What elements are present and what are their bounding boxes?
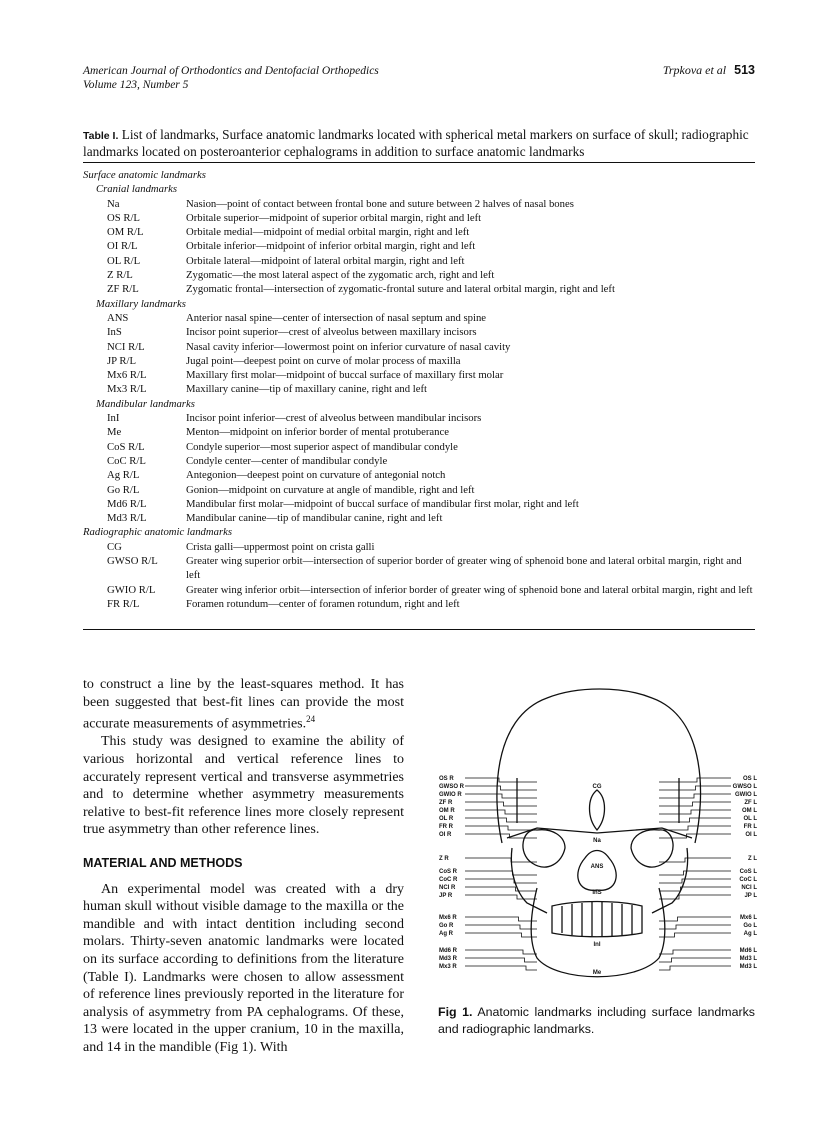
landmark-code: OI R/L — [107, 240, 138, 253]
table-row — [83, 454, 755, 468]
figure-landmark-label: OI R — [439, 832, 452, 838]
landmark-description: Jugal point—deepest point on curve of molar process of maxilla — [186, 354, 461, 367]
figure-landmark-label: CoC R — [439, 877, 458, 883]
skull-figure — [437, 678, 759, 978]
landmark-description: Nasal cavity inferior—lowermost point on inferior curvature of nasal cavity — [186, 340, 511, 353]
table-subsection-header: Cranial landmarks — [96, 183, 178, 196]
figure-landmark-label: CoS L — [739, 869, 757, 875]
figure-landmark-label: OM L — [742, 808, 757, 814]
paragraph-text: to construct a line by the least-squares method. It has been suggested that best-fit lines can provide the most accurate measurements of asymmetries. — [83, 677, 404, 732]
landmark-code: OL R/L — [107, 254, 141, 267]
table-label: Table I. — [83, 130, 119, 142]
table-row — [83, 483, 755, 497]
figure-caption-text: Anatomic landmarks including surface landmarks and radiographic landmarks. — [438, 1005, 755, 1036]
landmark-code: InS — [107, 326, 122, 339]
figure-landmark-label: FR L — [743, 824, 757, 830]
table-row — [83, 354, 755, 368]
leader-line — [465, 871, 537, 875]
figure-landmark-label: Md6 R — [439, 948, 457, 954]
landmark-description: Orbitale lateral—midpoint of lateral orbital margin, right and left — [186, 254, 465, 267]
leader-line — [659, 778, 731, 782]
table-caption-text: List of landmarks, Surface anatomic landmarks located with spherical metal markers on surface of skull; radiographic landmarks located on posteroanterior cephalograms in addition to surface anatomic landmarks — [83, 127, 749, 159]
figure-center-label: Na — [593, 838, 601, 844]
table-row — [83, 425, 755, 439]
landmark-description: Maxillary canine—tip of maxillary canine, right and left — [186, 383, 427, 396]
figure-center-label: InS — [592, 890, 602, 896]
landmark-code: ZF R/L — [107, 283, 139, 296]
landmark-description: Zygomatic—the most lateral aspect of the zygomatic arch, right and left — [186, 269, 495, 282]
leader-line — [465, 925, 537, 929]
landmark-code: Md3 R/L — [107, 512, 147, 525]
figure-landmark-label: Z R — [439, 856, 449, 862]
landmark-description: Anterior nasal spine—center of intersection of nasal septum and spine — [186, 311, 487, 324]
body-text — [83, 676, 404, 1057]
leader-line — [659, 958, 731, 962]
figure-landmark-label: GWIO R — [439, 792, 462, 798]
figure-landmark-label: NCI R — [439, 885, 456, 891]
figure-landmark-label: JP R — [439, 893, 453, 899]
landmark-code: ANS — [107, 311, 129, 324]
landmark-code: JP R/L — [107, 354, 137, 367]
leader-line — [465, 933, 537, 937]
landmark-code: Na — [107, 197, 120, 210]
table-row — [83, 440, 755, 454]
running-header — [83, 64, 379, 92]
table-row — [83, 282, 755, 296]
landmark-code: Z R/L — [107, 269, 133, 282]
leader-line — [465, 958, 537, 962]
figure-landmark-label: CoS R — [439, 869, 457, 875]
figure-landmark-label: JP L — [744, 893, 757, 899]
figure-landmark-label: Ag R — [439, 931, 453, 937]
table-row — [83, 583, 755, 597]
leader-line — [659, 933, 731, 937]
leader-line — [659, 950, 731, 954]
figure-landmark-label: GWSO L — [732, 784, 757, 790]
leader-line — [659, 895, 731, 899]
landmark-code: Ag R/L — [107, 469, 140, 482]
leader-line — [465, 950, 537, 954]
landmark-description: Condyle superior—most superior aspect of mandibular condyle — [186, 440, 458, 453]
figure-landmark-label: Z L — [748, 856, 757, 862]
paragraph — [83, 676, 404, 733]
table-row — [83, 511, 755, 525]
table-section-header: Radiographic anatomic landmarks — [83, 526, 233, 539]
center-labels — [591, 784, 604, 976]
leader-line — [465, 802, 537, 806]
table-row — [83, 368, 755, 382]
figure-landmark-label: Mx6 R — [439, 915, 457, 921]
landmark-code: Md6 R/L — [107, 497, 147, 510]
leader-line — [659, 810, 731, 814]
figure-caption — [438, 1004, 755, 1038]
table-subsection-header: Maxillary landmarks — [96, 297, 186, 310]
landmark-description: Maxillary first molar—midpoint of buccal surface of maxillary first molar — [186, 369, 504, 382]
leader-line — [465, 818, 537, 822]
leader-line — [465, 887, 537, 891]
page-header-right — [663, 63, 755, 78]
reference: 24 — [306, 714, 316, 725]
landmark-description: Orbitale medial—midpoint of medial orbital margin, right and left — [186, 226, 470, 239]
landmark-description: Foramen rotundum—center of foramen rotundum, right and left — [186, 597, 460, 610]
figure-landmark-label: OS R — [439, 776, 454, 782]
landmark-description: Mandibular first molar—midpoint of buccal surface of mandibular first molar, right and left — [186, 497, 579, 510]
table-row — [83, 325, 755, 339]
table-row — [83, 311, 755, 325]
leader-line — [465, 826, 537, 830]
landmark-code: FR R/L — [107, 597, 140, 610]
figure-landmark-label: ZF L — [744, 800, 757, 806]
landmark-description: Antegonion—deepest point on curvature of antegonial notch — [186, 469, 446, 482]
landmark-description: Zygomatic frontal—intersection of zygomatic-frontal suture and lateral orbital margin, right and left — [186, 283, 615, 296]
table-caption — [83, 127, 755, 159]
landmark-code: OS R/L — [107, 211, 140, 224]
figure-landmark-label: OL R — [439, 816, 454, 822]
leader-line — [465, 778, 537, 782]
landmark-description: Incisor point inferior—crest of alveolus between mandibular incisors — [186, 412, 482, 425]
figure-center-label: Me — [592, 970, 602, 976]
leader-line — [465, 917, 537, 921]
landmark-description: Orbitale superior—midpoint of superior orbital margin, right and left — [186, 211, 482, 224]
table-row — [83, 597, 755, 611]
table-row — [83, 239, 755, 253]
figure-label: Fig 1. — [438, 1005, 473, 1019]
table-row — [83, 268, 755, 282]
table-row — [83, 197, 755, 211]
table-row — [83, 254, 755, 268]
leader-line — [465, 966, 537, 970]
figure-landmark-label: GWIO L — [735, 792, 757, 798]
leader-line — [659, 871, 731, 875]
landmark-code: Mx6 R/L — [107, 369, 147, 382]
leader-line — [465, 786, 537, 790]
landmark-code: InI — [107, 412, 120, 425]
journal-volume: Volume 123, Number 5 — [83, 79, 189, 91]
leader-line — [465, 895, 537, 899]
landmark-description: Crista galli—uppermost point on crista galli — [186, 540, 375, 553]
figure-landmark-label: Mx6 L — [739, 915, 757, 921]
landmark-description: Condyle center—center of mandibular condyle — [186, 454, 388, 467]
leader-line — [659, 925, 731, 929]
landmark-code: OM R/L — [107, 226, 144, 239]
leader-line — [659, 966, 731, 970]
figure-landmark-label: Md3 L — [739, 956, 757, 962]
leader-line — [659, 802, 731, 806]
landmark-code: GWSO R/L — [107, 555, 158, 568]
landmark-description: Gonion—midpoint on curvature at angle of mandible, right and left — [186, 483, 475, 496]
figure-landmark-label: NCI L — [741, 885, 757, 891]
landmark-code: CoS R/L — [107, 440, 145, 453]
landmark-description: Greater wing inferior orbit—intersection of inferior border of greater wing of sphenoid bone and lateral orbital margin, right and left — [186, 583, 753, 596]
figure-landmark-label: GWSO R — [439, 784, 464, 790]
leader-line — [659, 794, 731, 798]
figure-center-label: ANS — [590, 864, 604, 870]
leader-line — [465, 810, 537, 814]
landmark-description: Greater wing superior orbit—intersection of superior border of greater wing of sphenoid bone and lateral orbital margin, right and left — [186, 555, 742, 582]
leader-line — [659, 858, 731, 862]
skull-outline — [497, 689, 701, 977]
table-top-rule — [83, 162, 755, 163]
leader-line — [465, 858, 537, 862]
figure-landmark-label: OL L — [743, 816, 757, 822]
table-row — [83, 340, 755, 354]
landmark-code: Mx3 R/L — [107, 383, 147, 396]
table-row — [83, 540, 755, 554]
leader-line — [465, 879, 537, 883]
landmark-description: Orbitale inferior—midpoint of inferior orbital margin, right and left — [186, 240, 476, 253]
table-row — [83, 468, 755, 482]
figure-center-label: InI — [593, 942, 601, 948]
figure-landmark-label: Md6 L — [739, 948, 757, 954]
landmark-code: CoC R/L — [107, 454, 146, 467]
figure-landmark-label: Mx3 R — [439, 964, 457, 970]
figure-landmark-label: Md3 R — [439, 956, 457, 962]
figure-landmark-label: Go R — [439, 923, 454, 929]
figure-center-label: CG — [592, 784, 602, 790]
figure-landmark-label: Ag L — [743, 931, 757, 937]
table-row — [83, 225, 755, 239]
figure-landmark-label: OI L — [745, 832, 757, 838]
landmark-code: CG — [107, 540, 122, 553]
figure-landmark-label: OM R — [439, 808, 455, 814]
leader-line — [659, 917, 731, 921]
table-row — [83, 411, 755, 425]
landmarks-table — [83, 168, 755, 611]
figure-landmark-label: Md3 L — [739, 964, 757, 970]
table-bottom-rule — [83, 629, 755, 630]
page-number: 513 — [734, 63, 755, 77]
leader-line — [659, 887, 731, 891]
table-row — [83, 382, 755, 396]
landmark-code: NCI R/L — [107, 340, 145, 353]
figure-landmark-label: OS L — [742, 776, 757, 782]
landmark-description: Nasion—point of contact between frontal bone and suture between 2 halves of nasal bones — [186, 197, 574, 210]
paragraph: This study was designed to examine the ability of various horizontal and vertical reference lines to accurately represent vertical and transverse asymmetries and to determine whether asymmetry measurements relative to best-fit reference lines more closely represent true asymmetry than other reference lines. — [83, 734, 404, 838]
table-section-header: Surface anatomic landmarks — [83, 169, 206, 181]
figure-landmark-label: ZF R — [439, 800, 453, 806]
leader-line — [659, 879, 731, 883]
landmark-code: Go R/L — [107, 483, 140, 496]
table-row — [83, 211, 755, 225]
landmark-code: Me — [107, 426, 122, 439]
paragraph: An experimental model was created with a dry human skull without visible damage to the maxilla or the mandible and with intact dentition including second molars. Thirty-seven anatomic landmarks were located on its surface according to definitions from the literature (Table I). Landmarks were chosen to allow assessment of reference lines previously reported in the literature for analysis of asymmetry from PA cephalograms. Of these, 13 were located in the upper cranium, 10 in the maxilla, and 14 in the mandible (Fig 1). With — [83, 881, 404, 1055]
journal-name: American Journal of Orthodontics and Dentofacial Orthopedics — [83, 65, 379, 77]
section-heading: MATERIAL AND METHODS — [83, 856, 243, 870]
right-labels — [659, 776, 757, 970]
table-subsection-header: Mandibular landmarks — [96, 397, 195, 410]
figure-landmark-label: CoC L — [739, 877, 757, 883]
landmark-code: GWIO R/L — [107, 583, 156, 596]
landmark-description: Mandibular canine—tip of mandibular canine, right and left — [186, 512, 443, 525]
figure-landmark-label: Go L — [743, 923, 757, 929]
figure-landmark-label: FR R — [439, 824, 453, 830]
table-row — [83, 554, 755, 583]
leader-line — [659, 818, 731, 822]
leader-line — [465, 794, 537, 798]
landmark-description: Menton—midpoint on inferior border of mental protuberance — [186, 426, 449, 439]
left-labels — [439, 776, 537, 970]
leader-line — [659, 826, 731, 830]
landmark-description: Incisor point superior—crest of alveolus between maxillary incisors — [186, 326, 477, 339]
leader-line — [659, 786, 731, 790]
table-row — [83, 497, 755, 511]
authors: Trpkova et al — [662, 63, 727, 77]
